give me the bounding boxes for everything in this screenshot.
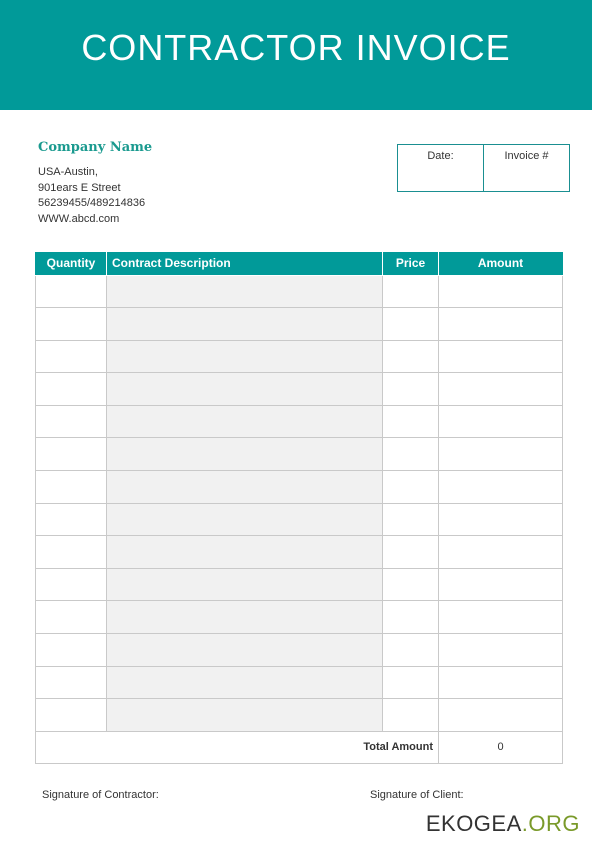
cell-amount[interactable] [439,471,563,504]
total-row [36,731,563,763]
invoice-title: CONTRACTOR INVOICE [81,27,511,68]
cell-qty[interactable] [36,699,107,732]
cell-price[interactable] [383,634,439,667]
cell-price[interactable] [383,699,439,732]
table-row [36,568,563,601]
table-row [36,699,563,732]
cell-qty[interactable] [36,405,107,438]
cell-desc[interactable] [107,471,383,504]
table-row [36,373,563,406]
company-address-line1: USA-Austin, [38,166,98,178]
cell-price[interactable] [383,471,439,504]
cell-amount[interactable] [439,275,563,308]
cell-qty[interactable] [36,438,107,471]
total-amount-label: Total Amount [36,731,439,763]
cell-amount[interactable] [439,634,563,667]
date-field[interactable]: Date: [427,150,454,162]
line-items-body [36,275,563,763]
table-row [36,275,563,308]
table-row [36,438,563,471]
cell-price[interactable] [383,568,439,601]
column-header-quantity: Quantity [36,252,107,275]
cell-amount[interactable] [439,405,563,438]
cell-amount[interactable] [439,699,563,732]
cell-desc[interactable] [107,601,383,634]
cell-desc[interactable] [107,405,383,438]
cell-desc[interactable] [107,666,383,699]
company-info [38,165,145,227]
cell-qty[interactable] [36,373,107,406]
cell-amount[interactable] [439,568,563,601]
table-row [36,471,563,504]
cell-amount[interactable] [439,438,563,471]
table-row [36,503,563,536]
watermark-part2: .ORG [521,811,580,836]
table-row [36,666,563,699]
watermark-part1: EKOGEA [425,811,522,836]
cell-price[interactable] [383,601,439,634]
watermark-logo [426,811,580,837]
cell-price[interactable] [383,373,439,406]
table-header-row [36,252,563,275]
table-row [36,405,563,438]
company-phone: 56239455/489214836 [38,197,146,209]
cell-amount[interactable] [439,601,563,634]
column-header-price: Price [383,252,439,275]
cell-price[interactable] [383,438,439,471]
cell-desc[interactable] [107,634,383,667]
cell-qty[interactable] [36,275,107,308]
company-address-line2: 901ears E Street [38,181,121,194]
cell-amount[interactable] [439,536,563,569]
invoice-meta-box [397,144,570,192]
contractor-signature-label: Signature of Contractor: [42,789,159,801]
cell-desc[interactable] [107,503,383,536]
cell-qty[interactable] [36,536,107,569]
column-header-amount: Amount [439,252,563,275]
cell-amount[interactable] [439,340,563,373]
cell-qty[interactable] [36,666,107,699]
cell-desc[interactable] [107,308,383,341]
cell-qty[interactable] [36,634,107,667]
table-row [36,536,563,569]
company-website: WWW.abcd.com [38,212,120,225]
cell-desc[interactable] [107,438,383,471]
total-amount-value[interactable]: 0 [439,731,563,763]
cell-price[interactable] [383,666,439,699]
table-row [36,601,563,634]
header-band [0,0,592,110]
cell-qty[interactable] [36,308,107,341]
cell-price[interactable] [383,275,439,308]
cell-price[interactable] [383,340,439,373]
company-name: Company Name [38,140,153,155]
cell-desc[interactable] [107,275,383,308]
cell-price[interactable] [383,405,439,438]
cell-desc[interactable] [107,373,383,406]
cell-desc[interactable] [107,568,383,601]
cell-qty[interactable] [36,471,107,504]
column-header-description: Contract Description [107,252,383,275]
cell-qty[interactable] [36,340,107,373]
table-row [36,634,563,667]
cell-price[interactable] [383,308,439,341]
table-row [36,340,563,373]
cell-desc[interactable] [107,340,383,373]
cell-amount[interactable] [439,373,563,406]
cell-desc[interactable] [107,699,383,732]
cell-price[interactable] [383,536,439,569]
invoice-number-field[interactable]: Invoice # [483,145,569,191]
line-items-table [35,252,563,764]
cell-qty[interactable] [36,601,107,634]
cell-amount[interactable] [439,503,563,536]
cell-amount[interactable] [439,666,563,699]
cell-qty[interactable] [36,568,107,601]
table-row [36,308,563,341]
cell-desc[interactable] [107,536,383,569]
cell-qty[interactable] [36,503,107,536]
cell-amount[interactable] [439,308,563,341]
cell-price[interactable] [383,503,439,536]
client-signature-label: Signature of Client: [370,789,464,801]
